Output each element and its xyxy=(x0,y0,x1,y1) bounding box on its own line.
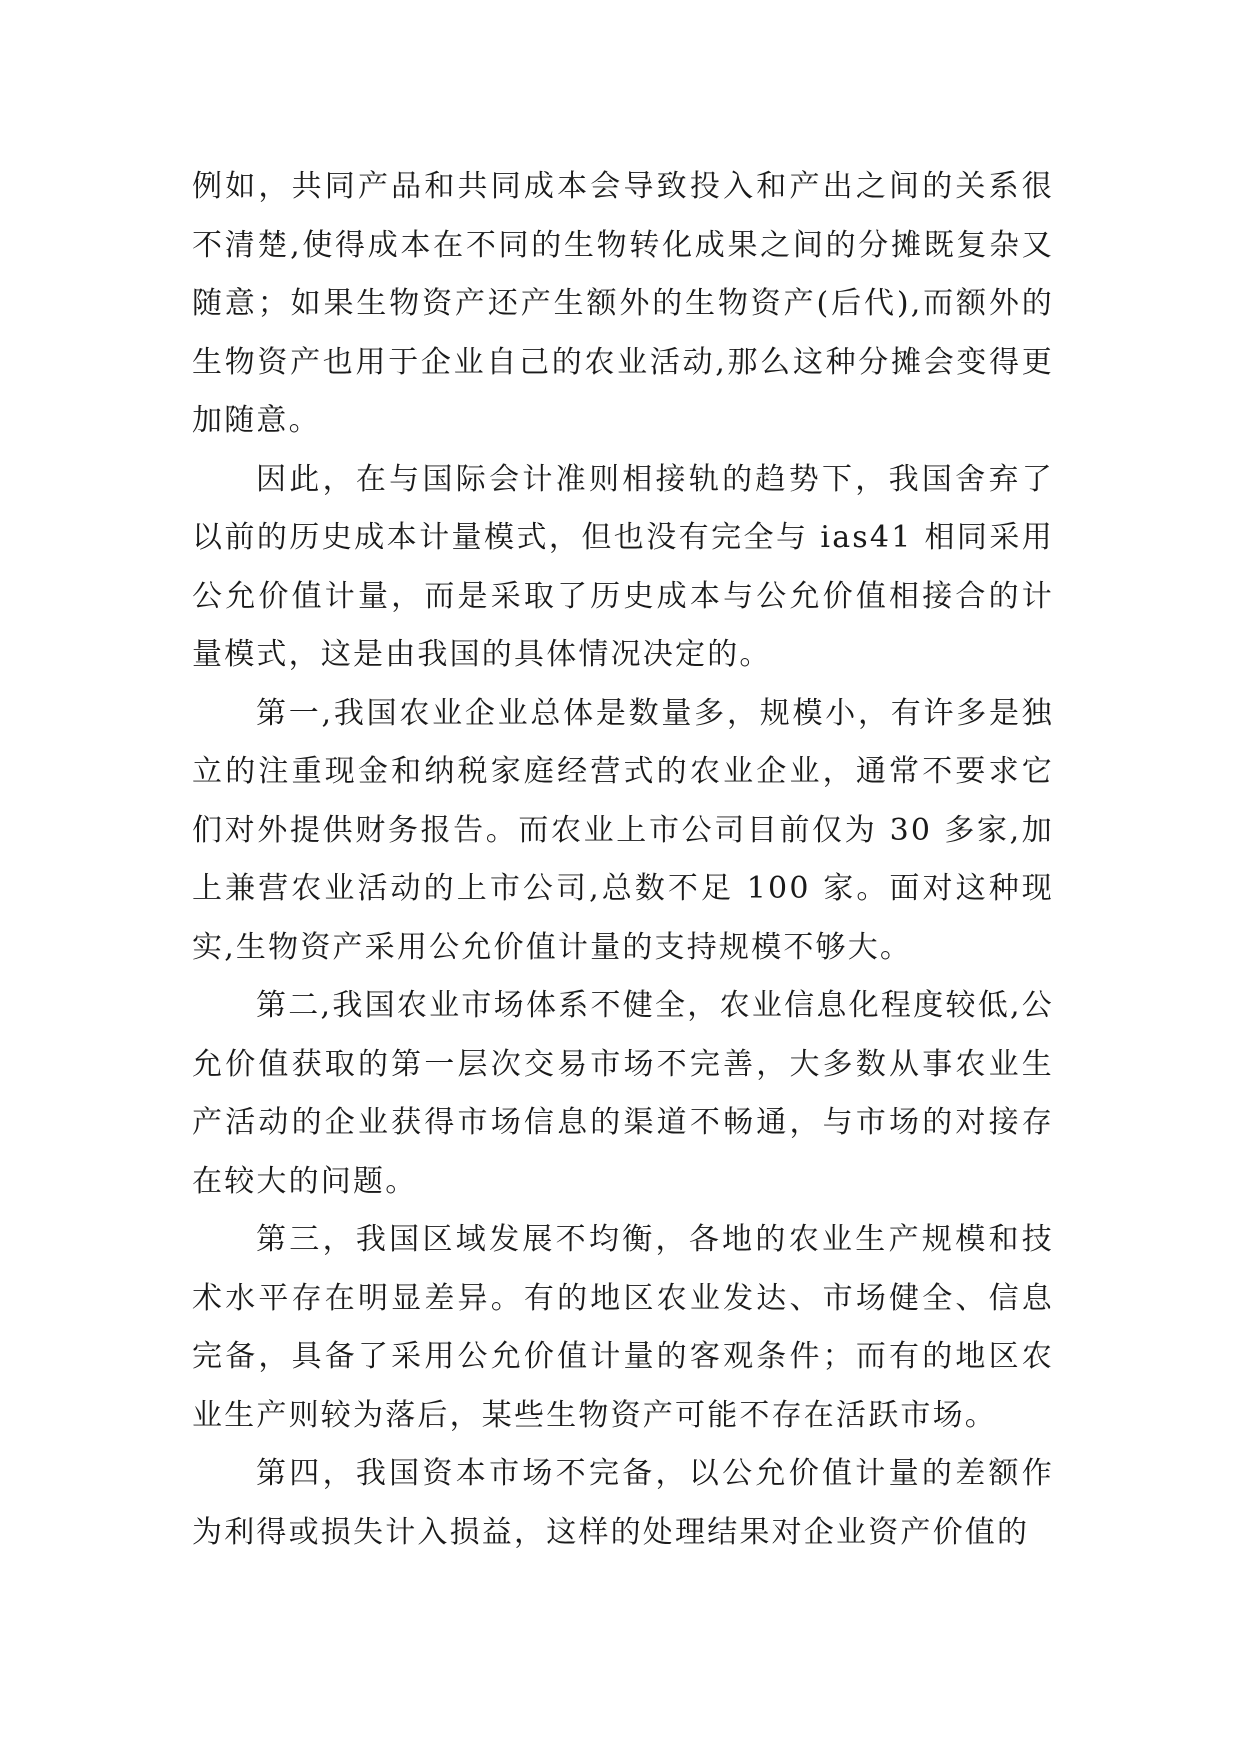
paragraph-2: 因此，在与国际会计准则相接轨的趋势下，我国舍弃了以前的历史成本计量模式，但也没有完全与 ias41 相同采用公允价值计量，而是采取了历史成本与公允价值相接合的计量模式，这是由我国的具体情况决定的。 xyxy=(192,461,1054,672)
paragraph-1: 例如，共同产品和共同成本会导致投入和产出之间的关系很不清楚,使得成本在不同的生物转化成果之间的分摊既复杂又随意；如果生物资产还产生额外的生物资产(后代),而额外的生物资产也用于企业自己的农业活动,那么这种分摊会变得更加随意。 xyxy=(192,169,1054,438)
body-text xyxy=(192,158,1054,1562)
paragraph-4: 第二,我国农业市场体系不健全，农业信息化程度较低,公允价值获取的第一层次交易市场不完善，大多数从事农业生产活动的企业获得市场信息的渠道不畅通，与市场的对接存在较大的问题。 xyxy=(192,988,1054,1199)
paragraph-6: 第四，我国资本市场不完备，以公允价值计量的差额作为利得或损失计入损益，这样的处理结果对企业资产价值的 xyxy=(192,1456,1054,1550)
paragraph-5: 第三，我国区域发展不均衡，各地的农业生产规模和技术水平存在明显差异。有的地区农业发达、市场健全、信息完备，具备了采用公允价值计量的客观条件；而有的地区农业生产则较为落后，某些生物资产可能不存在活跃市场。 xyxy=(192,1222,1054,1433)
paragraph-3: 第一,我国农业企业总体是数量多，规模小，有许多是独立的注重现金和纳税家庭经营式的农业企业，通常不要求它们对外提供财务报告。而农业上市公司目前仅为 30 多家,加上兼营农业活动的上市公司,总数不足 100 家。面对这种现实,生物资产采用公允价值计量的支持规模不够大。 xyxy=(192,695,1054,965)
